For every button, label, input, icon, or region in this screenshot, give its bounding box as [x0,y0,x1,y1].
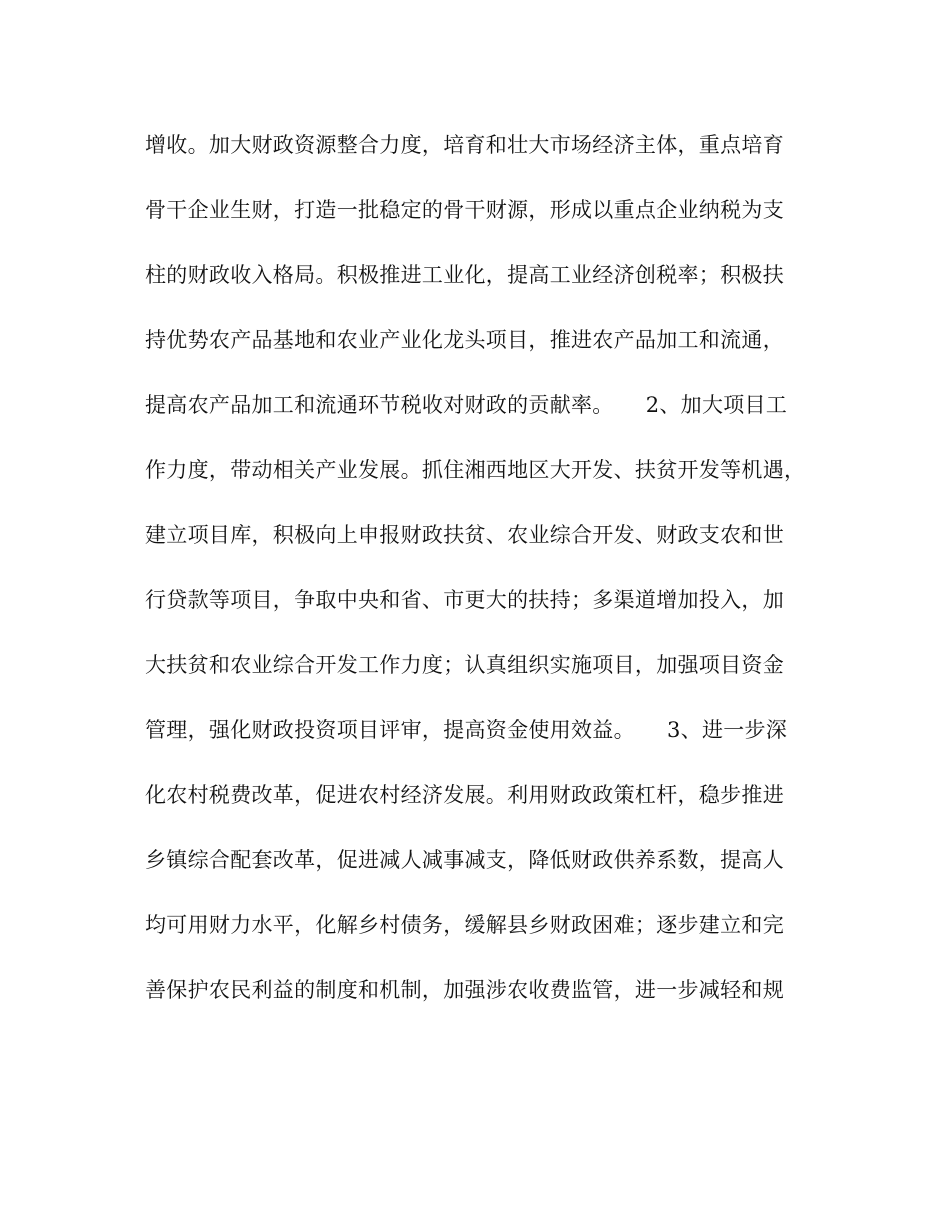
text-line: 行贷款等项目，争取中央和省、市更大的扶持；多渠道增加投入，加 [145,588,784,612]
text-line: 持优势农产品基地和农业产业化龙头项目，推进农产品加工和流通， [145,328,784,352]
text-line: 增收。加大财政资源整合力度，培育和壮大市场经济主体，重点培育 [145,133,784,157]
body-text [145,120,825,1030]
text-line: 化农村税费改革，促进农村经济发展。利用财政政策杠杆，稳步推进 [145,783,784,807]
text-line: 善保护农民利益的制度和机制，加强涉农收费监管，进一步减轻和规 [145,978,784,1002]
text-line: 提高农产品加工和流通环节税收对财政的贡献率。 2、加大项目工 [145,393,788,417]
text-line: 均可用财力水平，化解乡村债务，缓解县乡财政困难；逐步建立和完 [145,913,784,937]
text-line: 作力度，带动相关产业发展。抓住湘西地区大开发、扶贫开发等机遇， [145,458,806,482]
text-line: 大扶贫和农业综合开发工作力度；认真组织实施项目，加强项目资金 [145,653,784,677]
text-line: 乡镇综合配套改革，促进减人减事减支，降低财政供养系数，提高人 [145,848,784,872]
text-line: 柱的财政收入格局。积极推进工业化，提高工业经济创税率；积极扶 [145,263,784,287]
text-line: 管理，强化财政投资项目评审，提高资金使用效益。 3、进一步深 [145,718,788,742]
text-line: 骨干企业生财，打造一批稳定的骨干财源，形成以重点企业纳税为支 [145,198,784,222]
text-line: 建立项目库，积极向上申报财政扶贫、农业综合开发、财政支农和世 [145,523,784,547]
